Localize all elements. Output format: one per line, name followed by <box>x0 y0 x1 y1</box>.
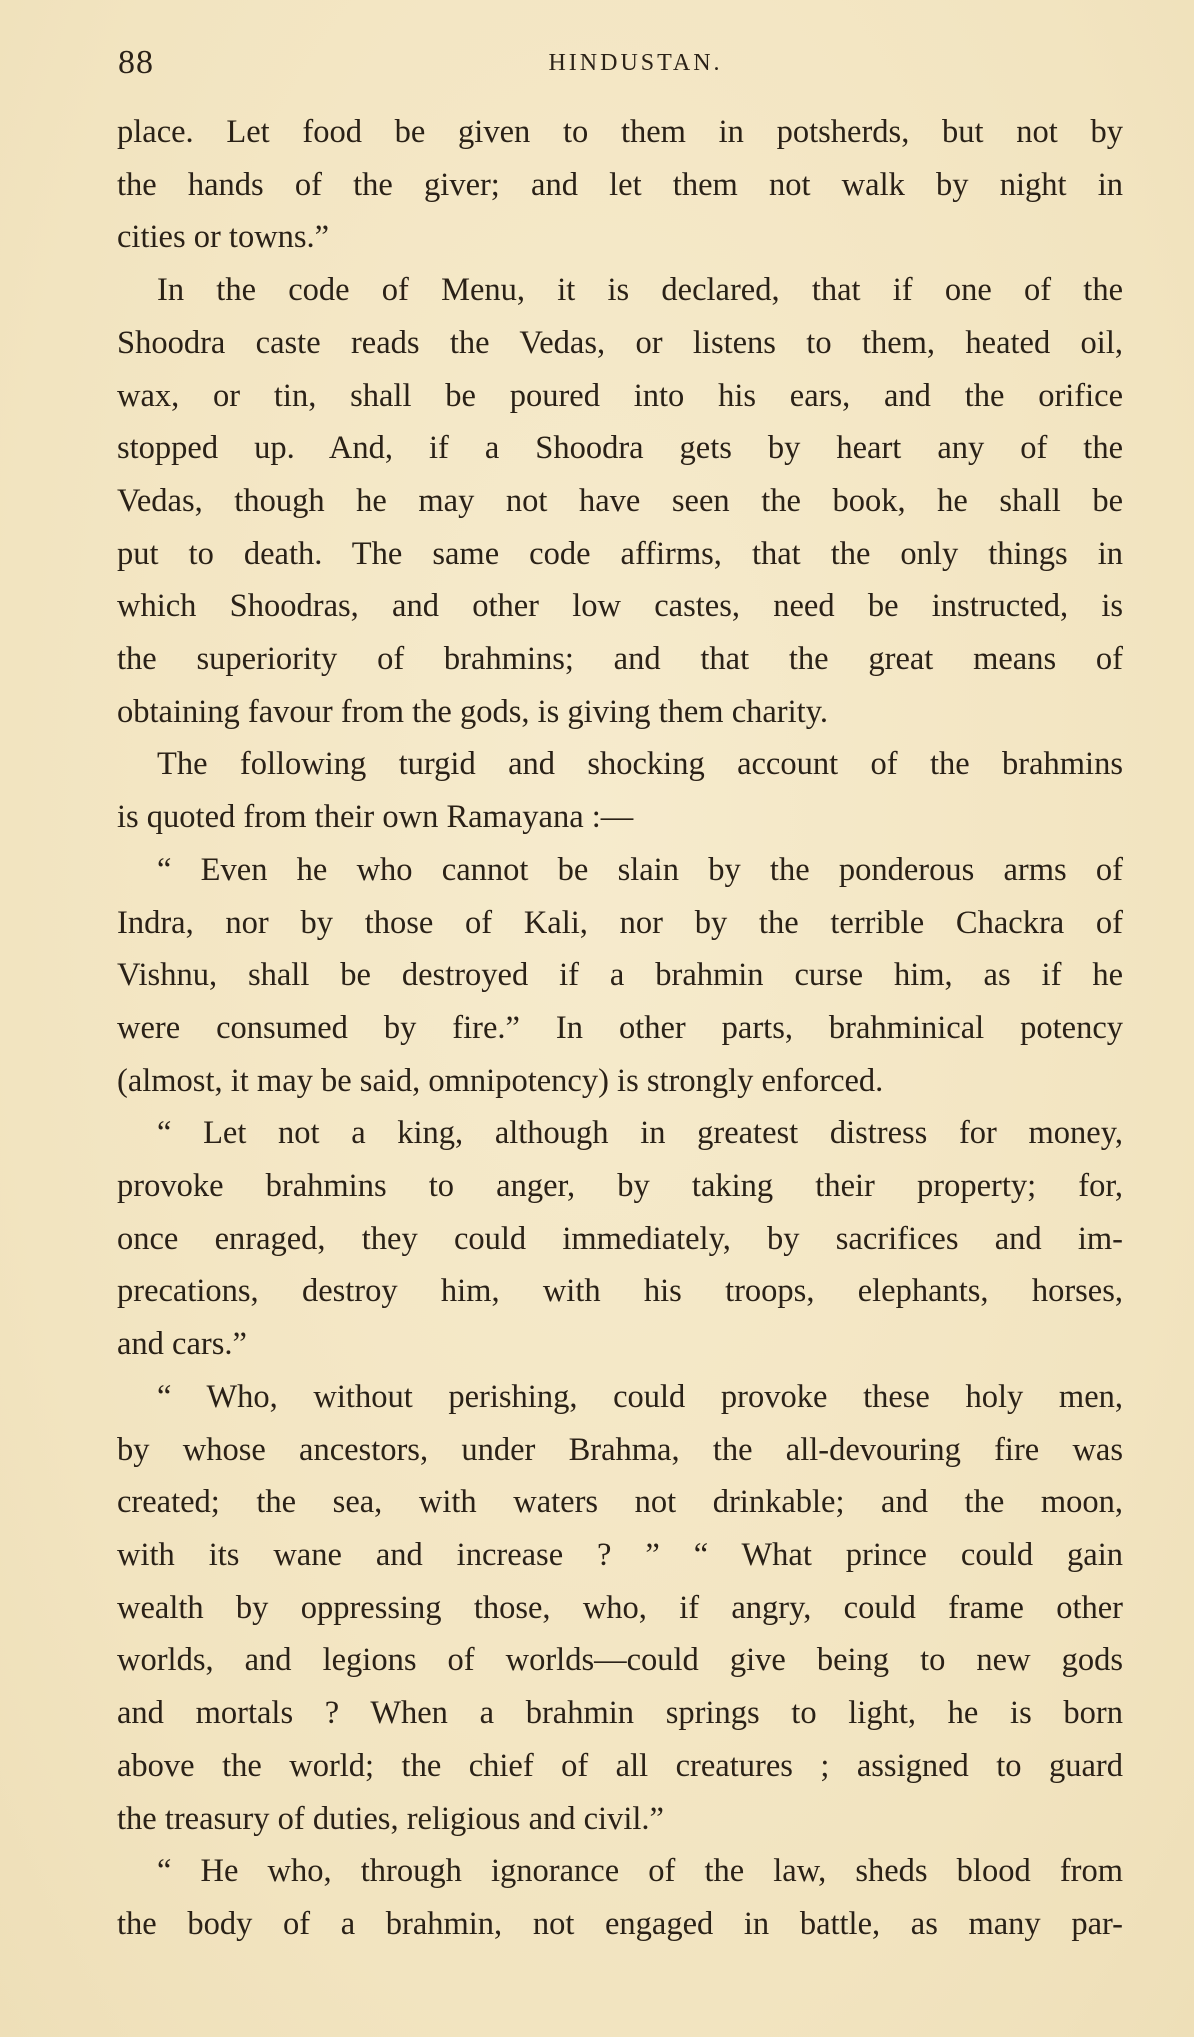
text-line: Vishnu, shall be destroyed if a brahmin curse him, as if he <box>117 957 1123 994</box>
paragraph <box>117 1107 1123 1371</box>
text-line: obtaining favour from the gods, is giving them charity. <box>117 693 828 730</box>
text-line: and cars.” <box>117 1326 247 1363</box>
text-line: Vedas, though he may not have seen the book, he shall be <box>117 482 1123 519</box>
text-line: cities or towns.” <box>117 219 330 256</box>
text-line: “ Even he who cannot be slain by the ponderous arms of <box>157 851 1123 888</box>
text-line: and mortals ? When a brahmin springs to light, he is born <box>117 1695 1123 1732</box>
text-line: put to death. The same code affirms, that the only things in <box>117 535 1123 572</box>
paragraph <box>117 106 1123 264</box>
text-line: is quoted from their own Ramayana :— <box>117 799 634 836</box>
text-line: place. Let food be given to them in potsherds, but not by <box>117 114 1123 150</box>
text-line: wealth by oppressing those, who, if angry, could frame other <box>117 1589 1123 1626</box>
paragraph <box>117 264 1123 738</box>
text-line: precations, destroy him, with his troops, elephants, horses, <box>117 1273 1123 1310</box>
paragraph <box>117 738 1123 843</box>
text-line: the treasury of duties, religious and civil.” <box>117 1800 664 1837</box>
text-line: In the code of Menu, it is declared, that if one of the <box>157 272 1123 309</box>
text-line: which Shoodras, and other low castes, need be instructed, is <box>117 588 1123 625</box>
text-line: were consumed by fire.” In other parts, brahminical potency <box>117 1009 1123 1046</box>
text-line: Indra, nor by those of Kali, nor by the terrible Chackra of <box>117 904 1123 941</box>
text-line: Shoodra caste reads the Vedas, or listens to them, heated oil, <box>117 324 1123 361</box>
text-line: with its wane and increase ? ” “ What prince could gain <box>117 1536 1123 1573</box>
text-line: “ Who, without perishing, could provoke these holy men, <box>157 1378 1123 1415</box>
text-line: stopped up. And, if a Shoodra gets by heart any of the <box>117 430 1123 467</box>
running-title: HINDUSTAN. <box>548 50 723 76</box>
body-text <box>117 106 1123 1951</box>
running-head <box>118 44 1123 94</box>
text-line: “ He who, through ignorance of the law, sheds blood from <box>157 1853 1123 1890</box>
text-line: by whose ancestors, under Brahma, the all-devouring fire was <box>117 1431 1123 1468</box>
text-line: the body of a brahmin, not engaged in battle, as many par- <box>117 1905 1123 1942</box>
text-line: provoke brahmins to anger, by taking their property; for, <box>117 1168 1123 1205</box>
text-line: once enraged, they could immediately, by sacrifices and im- <box>117 1220 1123 1257</box>
text-line: the hands of the giver; and let them not walk by night in <box>117 166 1123 203</box>
paragraph <box>117 844 1123 1108</box>
paragraph <box>117 1845 1123 1950</box>
page-number: 88 <box>118 44 154 81</box>
text-line: worlds, and legions of worlds—could give being to new gods <box>117 1642 1123 1679</box>
text-line: the superiority of brahmins; and that the great means of <box>117 641 1123 678</box>
text-line: created; the sea, with waters not drinkable; and the moon, <box>117 1484 1123 1521</box>
text-line: (almost, it may be said, omnipotency) is strongly enforced. <box>117 1062 884 1099</box>
text-line: above the world; the chief of all creatures ; assigned to guard <box>117 1747 1123 1784</box>
text-line: wax, or tin, shall be poured into his ears, and the orifice <box>117 377 1123 414</box>
text-line: “ Let not a king, although in greatest distress for money, <box>157 1115 1123 1152</box>
paragraph <box>117 1371 1123 1845</box>
text-line: The following turgid and shocking account of the brahmins <box>157 746 1123 783</box>
